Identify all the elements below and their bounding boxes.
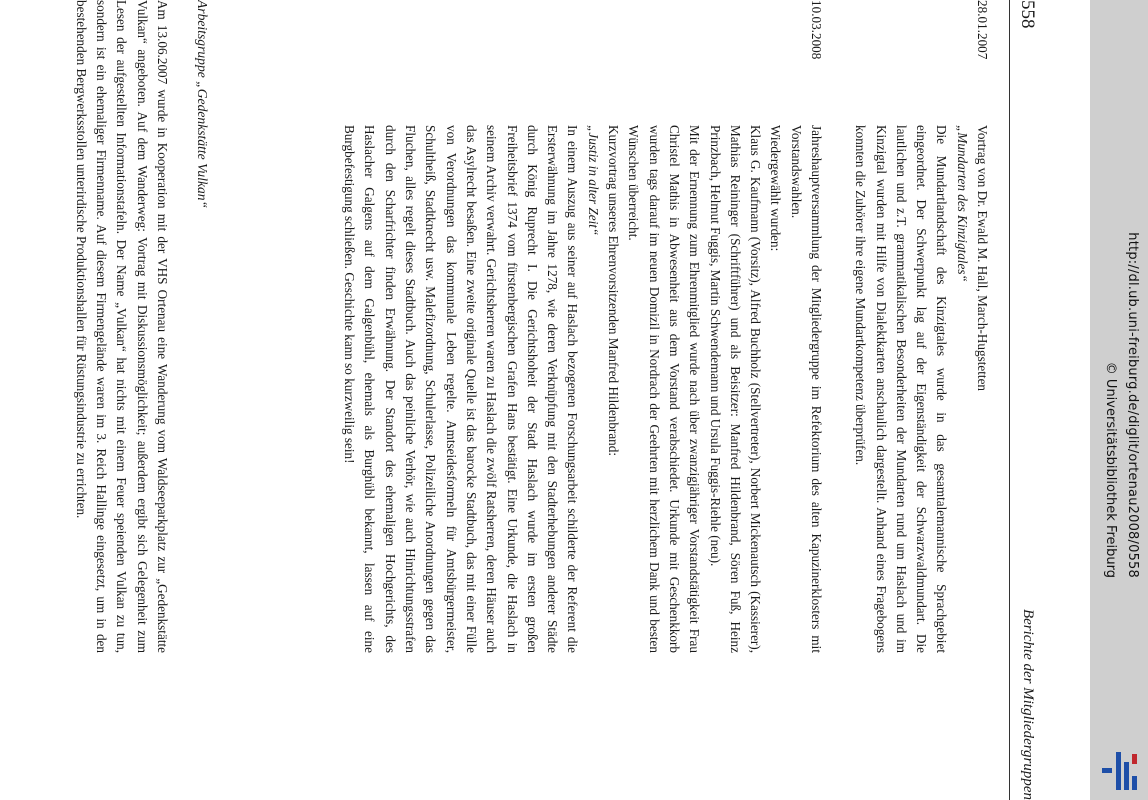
entry-text: Jahreshauptversammlung der Mitgliedergruppe im Refektorium des alten Kapuzinerklosters mit Vorstandswahlen. [788, 125, 824, 653]
page-header [1009, 0, 1040, 800]
source-sidebar [1090, 0, 1148, 800]
entry-body [339, 125, 826, 653]
entry-text: Mit der Ernennung zum Ehrenmitglied wurde nach über zwanzigjähriger Vorstandstätigkeit Frau Christel Mathis in Abwesenheit aus dem Vorstand verabschiedet. Urkunde mit Geschenkkorb wurden tags darauf im neuen Domizil in Nordrach der Geehrten mit herzlichem Dank und besten Wünschen überreicht. [626, 125, 703, 653]
paragraph-text: Am 13.06.2007 wurde in Kooperation mit der VHS Ortenau eine Wanderung vom Waldseeparkplatz zur „Gedenkstätte Vulkan“ angeboten. Auf dem Wanderweg: Vortrag mit Diskussionsmöglichkeit; außerdem ergibt sich Gelegenheit zum Lesen der aufgestellten Informationstafeln. Der Name „Vulkan“ hat nichts mit einem Feuer speienden Vulkan zu tun, sondern ist ein ehemaliger Firmenname. Auf diesem Firmengelände waren im 3. Reich Hallinge eingesetzt, um in den bestehenden Bergwerksstollen unterirdische Produktionshallen für Rüstungsindustrie zu errichten. [73, 0, 170, 653]
running-head: Berichte der Mitgliedergruppen [1020, 608, 1036, 800]
ub-freiburg-logo-icon [1100, 748, 1140, 794]
entry-text: Klaus G. Kaufmann (Vorsitz), Alfred Buchholz (Stellvertreter), Norbert Mickenautsch (Kassierer), Mathias Reininger (Schriftführer) und als Beisitzer: Manfred Hildenbrand, Sören Fuß, Heinz Prinzbach, Helmut Fuggis, Martin Schwendemann und Ursula Fuggis-Riehle (neu). [707, 125, 764, 653]
entry-title: „Mundarten des Kinzigtales“ [954, 125, 970, 282]
copyright-notice: © Universitätsbibliothek Freiburg [1103, 361, 1118, 578]
source-url-link[interactable]: http://dl.ub.uni-freiburg.de/diglit/ortenau2008/0558 [1125, 232, 1140, 578]
entry-text: Die Mundartlandschaft des Kinzigtales wurde in das gesamtalemannische Sprachgebiet eingeordnet. Der Schwerpunkt lag auf der Eigenständigkeit der Schwarzwaldmundart. Die lautlichen und z.T. grammatikalischen Besonderheiten der Mundarten rund um Haslach und im Kinzigtal wurden mit Hilfe von Dialektkarten anschaulich dargestellt. Anhand eines Fragebogens konnten die Zuhörer ihre eigene Mundartkompetenz überprüfen. [853, 125, 950, 653]
entry-date: 28.01.2007 [975, 0, 990, 60]
entry-2007-01-28 [842, 0, 992, 653]
entry-2008-03-10 [342, 0, 826, 653]
section-paragraph [71, 0, 172, 653]
section-title: Arbeitsgruppe „Gedenkstätte Vulkan“ [195, 0, 210, 209]
entry-text: In einem Auszug aus seiner auf Haslach bezogenen Forschungsarbeit schilderte der Referent die Ersterwähnung im Jahre 1278, wie deren Verknüpfung mit den Stadterhebungen anderer Städte durch König Ruprecht I. Die Gerichtshoheit der Stadt Haslach wurde im ersten großen Freiheitsbrief 1374 vom fürstenbergischen Grafen Hans bestätigt. Eine Urkunde, die Haslach in seinem Archiv verwahrt. Gerichtsherren waren zu Haslach die zwölf Ratsherren, deren Häuser auch das Asylrecht besaßen. Eine zweite originale Quelle ist das barocke Stadtbuch, das mit einer Fülle von Verordnungen das kommunale Leben regelte. Amtseidesformeln für Amtsbürgermeister, Schultheiß, Stadtknecht usw. Malefizordnung, Schulerlasse, Polizeiliche Anordnungen gegen das Fluchen, alles regelt dieses Stadtbuch. Auch das peinliche Verhör, wie auch Hinrichtungsstrafen durch den Scharfrichter finden Erwähnung. Der Standort des ehemaligen Hochgerichts, des Haslacher Galgens auf dem Galgenbühl, ehemals als Burghübl bekannt, lassen auf eine Burgbefestigung schließen. Geschichte kann so kurzweilig sein! [342, 125, 581, 653]
entry-text: Wiedergewählt wurden: [768, 125, 784, 252]
entry-line: Vortrag von Dr. Ewald M. Hall, March-Hugstetten [975, 125, 990, 392]
entry-date: 10.03.2008 [809, 0, 824, 60]
entry-body [850, 125, 992, 653]
entry-title: „Justiz in alter Zeit“ [585, 125, 601, 236]
page-number: 558 [1017, 0, 1038, 29]
entry-text: Kurzvortrag unseres Ehrenvorsitzenden Manfred Hildenbrand: [606, 125, 622, 457]
